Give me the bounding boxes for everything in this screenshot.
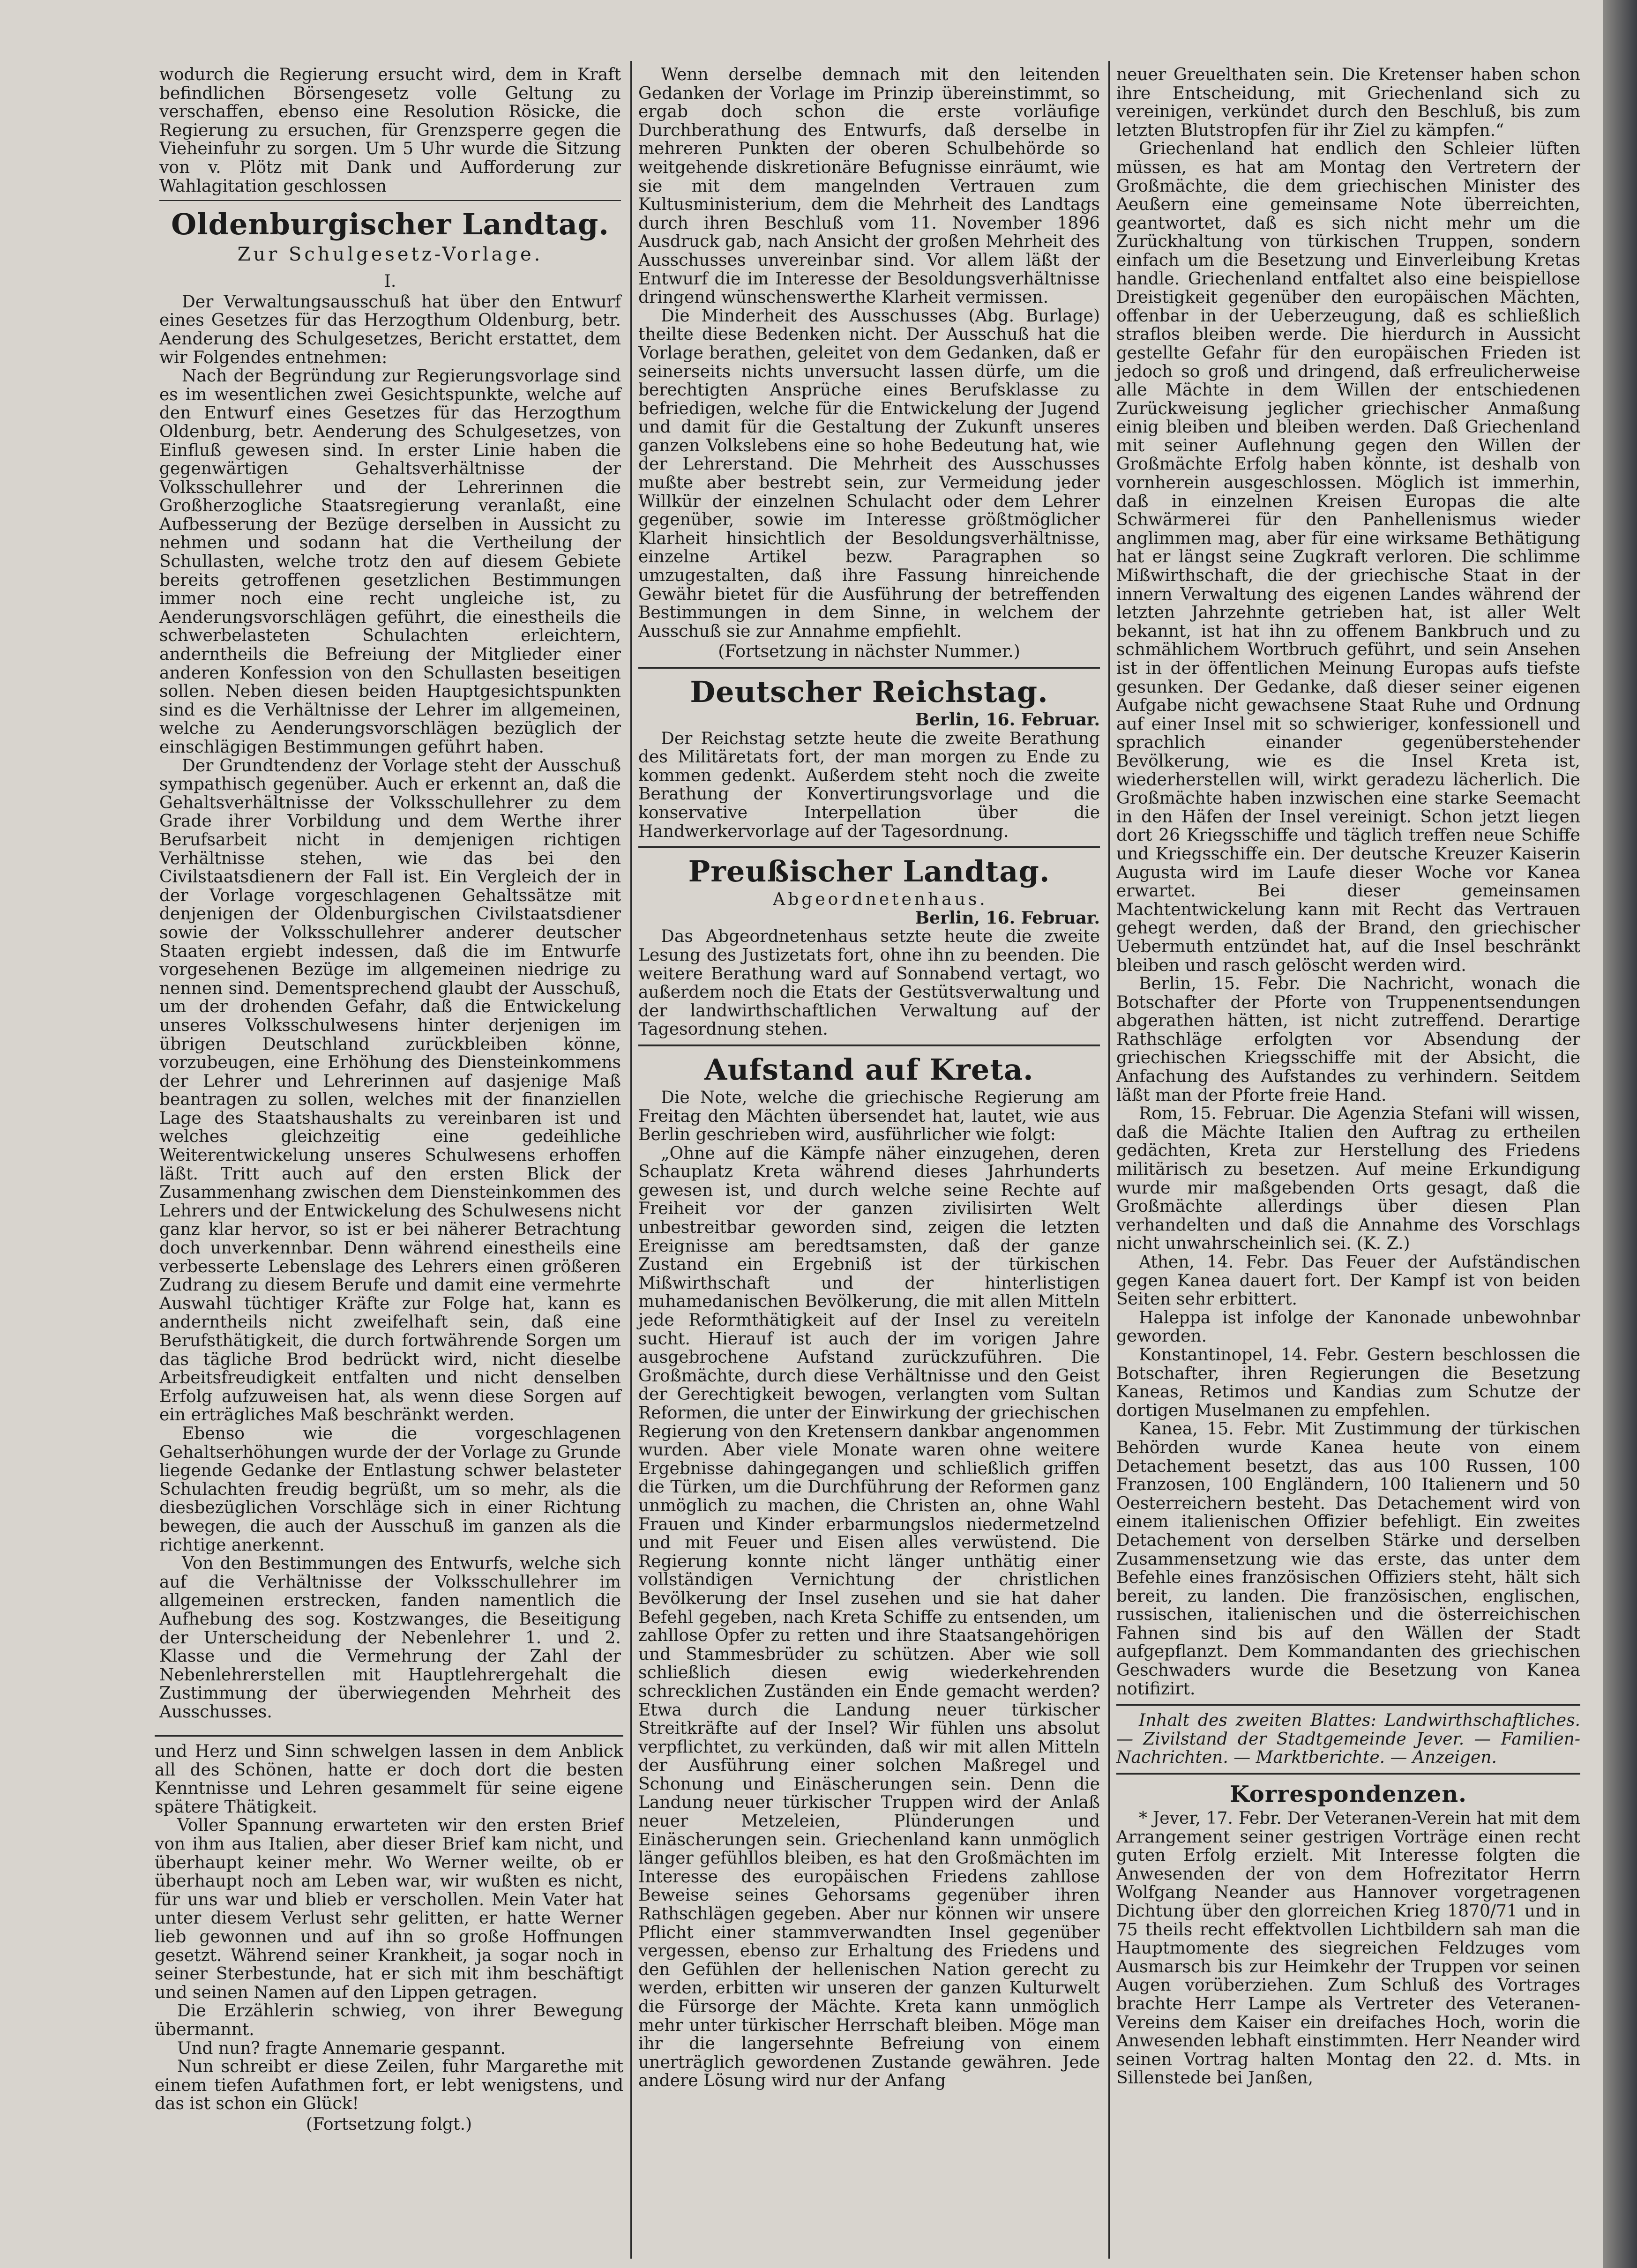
feuilleton-story: [155, 1729, 623, 2135]
paragraph: Kanea, 15. Febr. Mit Zustimmung der türkischen Behörden wurde Kanea heute von einem Detachement besetzt, das aus 100 Russen, 100 Franzosen, 100 Engländern, 100 Italienern und 50 Oesterreichern besteht. Das Detachement wird von einem italienischen Offizier befehligt. Ein zweites Detachement von derselben Stärke und derselben Zusammensetzung wie das erste, das unter dem Befehle eines französischen Offiziers steht, hält sich bereit, zu landen. Die französischen, englischen, russischen, italienischen und die österreichischen Fahnen sind bis auf den Wällen der Stadt aufgepflanzt. Dem Kommandanten des griechischen Geschwaders wurde die Besetzung von Kanea notifizirt.: [1116, 1419, 1580, 1699]
column-1: [159, 66, 621, 1721]
page-edge-shadow: [1603, 0, 1637, 2268]
column-3: [1116, 66, 1580, 2088]
kreta-heading: Aufstand auf Kreta.: [704, 1052, 1034, 1087]
contents-notice: Inhalt des zweiten Blattes: Landwirthschaftliches. — Zivilstand der Stadtgemeinde Jever. — Familien-Nachrichten. — Marktberichte. — Anzeigen.: [1116, 1711, 1580, 1768]
landtag-subheading: Abgeordnetenhaus.: [773, 890, 988, 910]
continuation-note: (Fortsetzung in nächster Nummer.): [718, 642, 1020, 662]
column-divider-1: [630, 61, 632, 2259]
story-continuation: (Fortsetzung folgt.): [306, 2114, 472, 2134]
landtag-heading: Preußischer Landtag.: [688, 854, 1050, 889]
feuilleton-rule: [155, 1735, 623, 1737]
landtag-dateline: Berlin, 16. Februar.: [915, 908, 1100, 928]
paragraph: Haleppa ist infolge der Kanonade unbewohnbar geworden.: [1116, 1308, 1580, 1346]
part-number: I.: [384, 272, 396, 291]
paragraph: Ebenso wie die vorgeschlagenen Gehaltserhöhungen wurde der der Vorlage zu Grunde liegende Gedanke der Entlastung schwer belasteter Schulachten freudig begrüßt, um so mehr, als die diesbezüglichen Vorschläge sich in einer Richtung bewegen, die auch der Ausschuß im ganzen als die richtige anerkennt.: [159, 1424, 621, 1555]
divider: [638, 667, 1100, 669]
column-2: [638, 66, 1100, 2090]
paragraph: Konstantinopel, 14. Febr. Gestern beschlossen die Botschafter, ihren Regierungen die Besetzung Kaneas, Retimos und Kandias zum Schutze der dortigen Muselmanen zu empfehlen.: [1116, 1345, 1580, 1420]
paragraph: Nach der Begründung zur Regierungsvorlage sind es im wesentlichen zwei Gesichtspunkte, welche auf den Entwurf eines Gesetzes für das Herzogthum Oldenburg, betr. Aenderung des Schulgesetzes, von Einfluß gewesen sind. In erster Linie haben die gegenwärtigen Gehaltsverhältnisse der Volksschullehrer und der Lehrerinnen die Großherzogliche Staatsregierung veranlaßt, eine Aufbesserung der Bezüge derselben in Aussicht zu nehmen und sodann hat die Vertheilung der Schullasten, welche trotz den auf diesem Gebiete bereits getroffenen gesetzlichen Bestimmungen immer noch eine recht ungleiche ist, zu Aenderungsvorschlägen geführt, die einestheils die schwerbelasteten Schulachten erleichtern, anderntheils die Befreiung der Mitglieder einer anderen Konfession von den Schullasten beseitigen sollen. Neben diesen beiden Hauptgesichtspunkten sind es die Verhältnisse der Lehrer im allgemeinen, welche zu Aenderungsvorschlägen bezüglich der einschlägigen Bestimmungen geführt haben.: [159, 366, 621, 757]
paragraph: Wenn derselbe demnach mit den leitenden Gedanken der Vorlage im Prinzip übereinstimmt, so ergab doch schon die erste vorläufige Durchberathung des Entwurfs, daß derselbe in mehreren Punkten der oberen Schulbehörde so weitgehende diskretionäre Befugnisse einräumt, wie sie mit dem mangelnden Vertrauen zum Kultusministerium, dem die Mehrheit des Landtags durch ihren Beschluß vom 11. November 1896 Ausdruck gab, nach Ansicht der großen Mehrheit des Ausschusses unvereinbar sind. Vor allem läßt der Entwurf die im Interesse der Besoldungsverhältnisse dringend wünschenswerthe Klarheit vermissen.: [638, 65, 1100, 307]
divider: [1116, 1773, 1580, 1775]
paragraph: Rom, 15. Februar. Die Agenzia Stefani will wissen, daß die Mächte Italien den Auftrag zu ertheilen gedächten, Kreta zur Herstellung des Friedens militärisch zu besetzen. Auf meine Erkundigung wurde mir maßgebenden Orts gesagt, daß die Großmächte allerdings über diesen Plan verhandelten und daß die Annahme des Vorschlags nicht unwahrscheinlich sei. (K. Z.): [1116, 1104, 1580, 1253]
divider: [638, 846, 1100, 848]
divider: [638, 1044, 1100, 1046]
reichstag-continuation: wodurch die Regierung ersucht wird, dem in Kraft befindlichen Börsengesetz volle Geltung zu verschaffen, ebenso eine Resolution Rösicke, die Regierung zu ersuchen, für Grenzsperre gegen die Vieheinfuhr zu sorgen. Um 5 Uhr wurde die Sitzung von v. Plötz mit Dank und Aufforderung zur Wahlagitation geschlossen: [159, 65, 621, 196]
paragraph: Berlin, 15. Febr. Die Nachricht, wonach die Botschafter der Pforte von Truppenentsendungen abgerathen hätten, ist nicht zutreffend. Derartige Rathschläge erfolgten vor Absendung der griechischen Kriegsschiffe mit der Absicht, die Anfachung des Aufstandes zu verhindern. Seitdem läßt man der Pforte freie Hand.: [1116, 974, 1580, 1105]
story-paragraph: Und nun? fragte Annemarie gespannt.: [177, 2038, 506, 2058]
paragraph: Athen, 14. Febr. Das Feuer der Aufständischen gegen Kanea dauert fort. Der Kampf ist von beiden Seiten sehr erbittert.: [1116, 1253, 1580, 1309]
korrespondenzen-heading: Korrespondenzen.: [1230, 1781, 1467, 1808]
paragraph: neuer Greuelthaten sein. Die Kretenser haben schon ihre Entscheidung, mit Griechenland sich zu vereinigen, verkündet durch den Beschluß, bis zum letzten Blutstropfen für ihr Ziel zu kämpfen.“: [1116, 65, 1580, 140]
story-paragraph: Nun schreibt er diese Zeilen, fuhr Margarethe mit einem tiefen Aufathmen fort, er lebt wenigstens, und das ist schon ein Glück!: [155, 2057, 623, 2114]
story-paragraph: und Herz und Sinn schwelgen lassen in dem Anblick all des Schönen, hatte er doch dort die besten Kenntnisse und Lehren gesammelt für seine eigene spätere Thätigkeit.: [155, 1742, 623, 1817]
paragraph: Griechenland hat endlich den Schleier lüften müssen, es hat am Montag den Vertretern der Großmächte, die dem griechischen Minister des Aeußern eine gemeinsame Note überreichten, geantwortet, daß es sich nicht mehr um die Zurückhaltung von türkischen Truppen, sondern einfach um die Besetzung und Einverleibung Kretas handle. Griechenland entfaltet also eine beispiellose Dreistigkeit gegenüber den europäischen Mächten, offenbar in der Ueberzeugung, daß es schließlich straflos bleiben werde. Die hierdurch in Aussicht gestellte Gefahr für den europäischen Frieden ist jedoch so groß und dringend, daß erfreulicherweise alle Mächte in dem Willen der entschiedenen Zurückweisung jeglicher griechischer Anmaßung einig bleiben und bleiben werden. Daß Griechenland mit seiner Auflehnung gegen den Willen der Großmächte Erfolg haben könnte, ist deshalb von vornherein ausgeschlossen. Möglich ist immerhin, daß in einzelnen Kreisen Europas die alte Schwärmerei für den Panhellenismus wieder anglimmen mag, aber für eine wirksame Bethätigung hat er längst seine Zugkraft verloren. Die schlimme Mißwirthschaft, die der griechische Staat in der innern Verwaltung des eigenen Landes während der letzten Jahrzehnte getrieben hat, ist aller Welt bekannt, ist hat ihn zu offenem Bankbruch und zu schmählichem Wortbruch geführt, und sein Ansehen ist in der öffentlichen Meinung Europas aufs tiefste gesunken. Der Gedanke, daß dieser seiner eigenen Aufgabe nicht gewachsene Staat Ruhe und Ordnung auf einer Insel mit so schwieriger, konfessionell und sprachlich einander gegenüberstehender Bevölkerung, wie es die Insel Kreta ist, wiederherstellen will, wirkt geradezu lächerlich. Die Großmächte haben inzwischen eine starke Seemacht in den Häfen der Insel vereinigt. Schon jetzt liegen dort 26 Kriegsschiffe und täglich treffen neue Schiffe und Kriegsschiffe ein. Der deutsche Kreuzer Kaiserin Augusta wird im Laufe dieser Woche vor Kanea erwartet. Bei dieser gemeinsamen Machtentwickelung kann mit Recht das Vertrauen gehegt werden, daß der Brand, den griechischer Uebermuth entzündet hat, auf die Insel beschränkt bleiben und rasch gelöscht werden wird.: [1116, 139, 1580, 975]
column-divider-2: [1108, 61, 1110, 2259]
paragraph: Von den Bestimmungen des Entwurfs, welche sich auf die Verhältnisse der Volksschullehrer im allgemeinen erstrecken, fanden namentlich die Aufhebung des sog. Kostzwanges, die Beseitigung der Unterscheidung der Nebenlehrer 1. und 2. Klasse und die Vermehrung der Zahl der Nebenlehrerstellen mit Hauptlehrergehalt die Zustimmung der überwiegenden Mehrheit des Ausschusses.: [159, 1554, 621, 1722]
paragraph: Der Verwaltungsausschuß hat über den Entwurf eines Gesetzes für das Herzogthum Oldenburg, betr. Aenderung des Schulgesetzes, Bericht erstattet, dem wir Folgendes entnehmen:: [159, 292, 621, 367]
paragraph: Die Note, welche die griechische Regierung am Freitag den Mächten übersendet hat, lautet, wie aus Berlin geschrieben wird, ausführlicher wie folgt:: [638, 1088, 1100, 1145]
divider: [1116, 1704, 1580, 1706]
divider: [159, 200, 621, 201]
paragraph: Die Minderheit des Ausschusses (Abg. Burlage) theilte diese Bedenken nicht. Der Ausschuß hat die Vorlage berathen, geleitet von dem Gedanken, daß er seinerseits nichts unversucht lassen dürfe, um die berechtigten Ansprüche eines Berufsklasse zu befriedigen, welche für die Entwickelung der Jugend und damit für die Gestaltung der Zukunft unseres ganzen Volkslebens eine so hohe Bedeutung hat, wie der Lehrerstand. Die Mehrheit des Ausschusses mußte aber bestrebt sein, zur Vermeidung jeder Willkür der einzelnen Schulacht oder dem Lehrer gegenüber, sowie im Interesse größtmöglicher Klarheit hinsichtlich der Besoldungsverhältnisse, einzelne Artikel bezw. Paragraphen so umzugestalten, daß ihre Fassung hinreichende Gewähr bietet für die Ausführung der betreffenden Bestimmungen in dem Sinne, in welchem der Ausschuß sie zur Annahme empfiehlt.: [638, 306, 1100, 641]
paragraph: * Jever, 17. Febr. Der Veteranen-Verein hat mit dem Arrangement seiner gestrigen Vorträge einen recht guten Erfolg erzielt. Mit Interesse folgten die Anwesenden der von dem Hofrezitator Herrn Wolfgang Neander aus Hannover vorgetragenen Dichtung über den glorreichen Krieg 1870/71 und in 75 theils recht effektvollen Lichtbildern sah man die Hauptmomente des siegreichen Feldzuges vom Ausmarsch bis zur Heimkehr der Truppen vor seinen Augen vorüberziehen. Zum Schluß des Vortrages brachte Herr Lampe als Vertreter des Veteranen-Vereins dem Kaiser ein dreifaches Hoch, worin die Anwesenden lebhaft einstimmten. Herr Neander wird seinen Vortrag halten Montag den 22. d. Mts. in Sillenstede bei Janßen,: [1116, 1809, 1580, 2088]
oldenburg-subheading: Zur Schulgesetz-Vorlage.: [237, 244, 543, 266]
story-paragraph: Voller Spannung erwarteten wir den ersten Brief von ihm aus Italien, aber dieser Brief kam nicht, und überhaupt keiner mehr. Wo Werner weilte, ob er überhaupt noch am Leben war, wir wußten es nicht, für uns war und blieb er verschollen. Mein Vater hat unter diesem Verlust sehr gelitten, er hatte Werner lieb gewonnen und auf ihn so große Hoffnungen gesetzt. Während seiner Krankheit, ja sogar noch in seiner Sterbestunde, hat er sich mit ihm beschäftigt und seinen Namen auf den Lippen getragen.: [155, 1816, 623, 2002]
paragraph: Der Reichstag setzte heute die zweite Berathung des Militäretats fort, der man morgen zu Ende zu kommen gedenkt. Außerdem steht noch die zweite Berathung der Konvertirungsvorlage und die konservative Interpellation über die Handwerkervorlage auf der Tagesordnung.: [638, 729, 1100, 841]
paragraph: Der Grundtendenz der Vorlage steht der Ausschuß sympathisch gegenüber. Auch er erkennt an, daß die Gehaltsverhältnisse der Volksschullehrer zu dem Grade ihrer Vorbildung und dem Werthe ihrer Berufsarbeit nicht in demjenigen richtigen Verhältnisse stehen, wie das bei den Civilstaatsdienern der Fall ist. Ein Vergleich der in der Vorlage vorgeschlagenen Gehaltssätze mit denjenigen der Oldenburgischen Civilstaatsdiener sowie der Volksschullehrer anderer deutscher Staaten ergiebt indessen, daß die im Entwurfe vorgesehenen Bezüge im allgemeinen niedrige zu nennen sind. Dementsprechend glaubt der Ausschuß, um der drohenden Gefahr, daß die Entwickelung unseres Volksschulwesens hinter derjenigen im übrigen Deutschland zurückbleiben könne, vorzubeugen, eine Erhöhung des Diensteinkommens der Lehrer und Lehrerinnen auf dasjenige Maß beantragen zu sollen, welches mit der finanziellen Lage des Staatshaushalts zu vereinbaren ist und welches gleichzeitig eine gedeihliche Weiterentwickelung unseres Schulwesens erhoffen läßt. Tritt auch auf den ersten Blick der Zusammenhang zwischen dem Diensteinkommen des Lehrers und der Entwickelung des Schulwesens nicht ganz klar hervor, so ist er bei näherer Betrachtung doch unverkennbar. Denn während einestheils eine verbesserte Lebenslage des Lehrers einen größeren Zudrang zu diesem Berufe und damit eine vermehrte Auswahl tüchtiger Kräfte zur Folge hat, kann es anderntheils nicht zweifelhaft sein, daß eine Berufsthätigkeit, die durch fortwährende Sorgen um das tägliche Brod bedrückt wird, nicht dieselbe Arbeitsfreudigkeit entfalten und nicht denselben Erfolg aufzuweisen hat, als wenn diese Sorgen auf ein erträgliches Maß beschränkt werden.: [159, 756, 621, 1425]
paragraph: „Ohne auf die Kämpfe näher einzugehen, deren Schauplatz Kreta während dieses Jahrhunderts gewesen ist, und durch welche seine Rechte auf Freiheit vor der ganzen zivilisirten Welt unbestreitbar geworden sind, zeigen die letzten Ereignisse am beredtsamsten, daß der ganze Zustand ein Ergebniß ist der türkischen Mißwirthschaft und der hinterlistigen muhamedanischen Bevölkerung, die mit allen Mitteln jede Reformthätigkeit auf der Insel zu vereiteln sucht. Hierauf ist auch der im vorigen Jahre ausgebrochene Aufstand zurückzuführen. Die Großmächte, durch diese Verhältnisse und den Geist der Gerechtigkeit bewogen, verlangten vom Sultan Reformen, die unter der Einwirkung der griechischen Regierung von den Kretensern dankbar angenommen wurden. Aber viele Monate waren ohne weitere Ergebnisse dahingegangen und schließlich griffen die Türken, um die Durchführung der Reformen ganz unmöglich zu machen, die Christen an, ohne Wahl Frauen und Kinder erbarmungslos niedermetzelnd und mit Feuer und Eisen alles verwüstend. Die Regierung konnte nicht länger unthätig einer vollständigen Vernichtung der christlichen Bevölkerung der Insel zusehen und sie hat daher Befehl gegeben, nach Kreta Schiffe zu entsenden, um zahllose Opfer zu retten und ihre Staatsangehörigen und Stammesbrüder zu schützen. Aber wie soll schließlich diesen ewig wiederkehrenden schrecklichen Zuständen ein Ende gemacht werden? Etwa durch die Landung neuer türkischer Streitkräfte auf der Insel? Wir fühlen uns absolut verpflichtet, zu verkünden, daß wir mit allen Mitteln der Ausführung einer solchen Maßregel und Schonung und Einäscherungen sein. Denn die Landung neuer türkischer Truppen wird der Anlaß neuer Metzeleien, Plünderungen und Einäscherungen sein. Griechenland kann unmöglich länger gefühllos bleiben, es hat den Großmächten im Interesse des europäischen Friedens zahllose Beweise seines Gehorsams gegenüber ihren Rathschlägen gegeben. Aber nur können wir unsere Pflicht einer stammverwandten Insel gegenüber vergessen, ebenso zur Erhaltung des Friedens und den Gefühlen der hellenischen Nation gerecht zu werden, erbitten wir unseren der ganzen Kulturwelt die Fürsorge der Mächte. Kreta kann unmöglich mehr unter türkischer Herrschaft bleiben. Möge man ihr die langersehnte Befreiung von einem unerträglich gewordenen Zustande gewähren. Jede andere Lösung wird nur der Anfang: [638, 1143, 1100, 2091]
oldenburg-heading: Oldenburgischer Landtag.: [171, 207, 609, 242]
paragraph: Das Abgeordnetenhaus setzte heute die zweite Lesung des Justizetats fort, ohne ihn zu beenden. Die weitere Berathung ward auf Sonnabend vertagt, wo außerdem noch die Etats der Gestütsverwaltung und der landwirthschaftlichen Verwaltung auf der Tagesordnung stehen.: [638, 927, 1100, 1039]
reichstag-dateline: Berlin, 16. Februar.: [915, 710, 1100, 730]
reichstag-heading: Deutscher Reichstag.: [690, 675, 1048, 709]
story-paragraph: Die Erzählerin schwieg, von ihrer Bewegung übermannt.: [155, 2001, 623, 2039]
